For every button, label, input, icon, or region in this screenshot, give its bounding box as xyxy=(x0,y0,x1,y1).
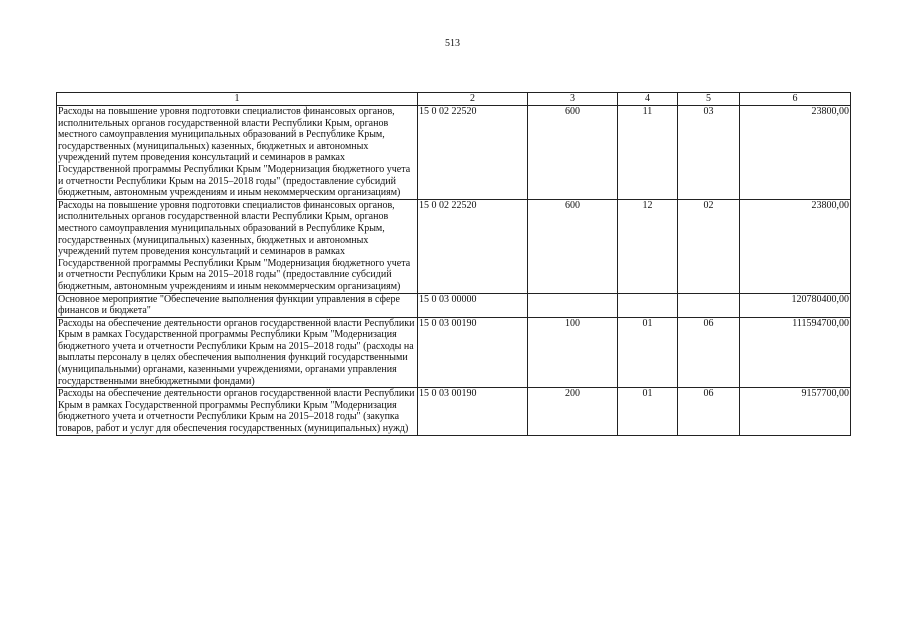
row-amount: 9157700,00 xyxy=(740,388,851,435)
budget-table xyxy=(56,92,851,436)
column-header: 3 xyxy=(528,93,618,106)
table-row xyxy=(57,317,851,388)
row-target-code: 15 0 03 00000 xyxy=(418,293,528,317)
page-number: 513 xyxy=(445,38,460,49)
row-subsection: 02 xyxy=(678,199,740,293)
row-expense-type: 600 xyxy=(528,106,618,200)
row-target-code: 15 0 03 00190 xyxy=(418,317,528,388)
table-row xyxy=(57,388,851,435)
header-row xyxy=(57,93,851,106)
row-subsection: 06 xyxy=(678,388,740,435)
table-row xyxy=(57,199,851,293)
row-subsection xyxy=(678,293,740,317)
column-header: 5 xyxy=(678,93,740,106)
row-target-code: 15 0 02 22520 xyxy=(418,199,528,293)
row-amount: 120780400,00 xyxy=(740,293,851,317)
row-description: Расходы на повышение уровня подготовки специалистов финансовых органов, исполнительных органов государственной власти Республики Крым, органов местного самоуправления муниципальных образований в Республике Крым, государственных (муниципальных) казенных, бюджетных и автономных учреждений путем проведения консультаций и семинаров в рамках Государственной программы Республики Крым "Модернизация бюджетного учета и отчетности Республики Крым на 2015–2018 годы" (предоставление субсидий бюджетным, автономным учреждениям и иным некоммерческим организациям) xyxy=(57,106,418,200)
row-subsection: 03 xyxy=(678,106,740,200)
table-row xyxy=(57,106,851,200)
table-row xyxy=(57,293,851,317)
row-expense-type xyxy=(528,293,618,317)
column-header: 6 xyxy=(740,93,851,106)
row-amount: 23800,00 xyxy=(740,199,851,293)
row-description: Основное мероприятие "Обеспечение выполнения функции управления в сфере финансов и бюджета" xyxy=(57,293,418,317)
row-target-code: 15 0 02 22520 xyxy=(418,106,528,200)
column-header: 4 xyxy=(618,93,678,106)
row-description: Расходы на обеспечение деятельности органов государственной власти Республики Крым в рамках Государственной программы Республики Крым "Модернизация бюджетного учета и отчетности Республики Крым на 2015–2018 годы" (расходы на выплаты персоналу в целях обеспечения выполнения функций государственными (муниципальными) органами, казенными учреждениями, органами управления государственными внебюджетными фондами) xyxy=(57,317,418,388)
row-amount: 23800,00 xyxy=(740,106,851,200)
row-target-code: 15 0 03 00190 xyxy=(418,388,528,435)
row-section: 11 xyxy=(618,106,678,200)
row-expense-type: 200 xyxy=(528,388,618,435)
row-section: 12 xyxy=(618,199,678,293)
row-amount: 111594700,00 xyxy=(740,317,851,388)
row-expense-type: 100 xyxy=(528,317,618,388)
column-header: 1 xyxy=(57,93,418,106)
row-subsection: 06 xyxy=(678,317,740,388)
row-description: Расходы на повышение уровня подготовки специалистов финансовых органов, исполнительных органов государственной власти Республики Крым, органов местного самоуправления муниципальных образований в Республике Крым, государственных (муниципальных) казенных, бюджетных и автономных учреждений путем проведения консультаций и семинаров в рамках Государственной программы Республики Крым "Модернизация бюджетного учета и отчетности Республики Крым на 2015–2018 годы" (предоставлние субсидий бюджетным, автономным учреждениям и иным некоммерческим организациям) xyxy=(57,199,418,293)
row-section: 01 xyxy=(618,317,678,388)
row-description: Расходы на обеспечение деятельности органов государственной власти Республики Крым в рамках Государственной программы Республики Крым "Модернизация бюджетного учета и отчетности Республики Крым на 2015–2018 годы" (закупка товаров, работ и услуг для обеспечения государственных (муниципальных) нужд) xyxy=(57,388,418,435)
row-expense-type: 600 xyxy=(528,199,618,293)
row-section: 01 xyxy=(618,388,678,435)
row-section xyxy=(618,293,678,317)
column-header: 2 xyxy=(418,93,528,106)
